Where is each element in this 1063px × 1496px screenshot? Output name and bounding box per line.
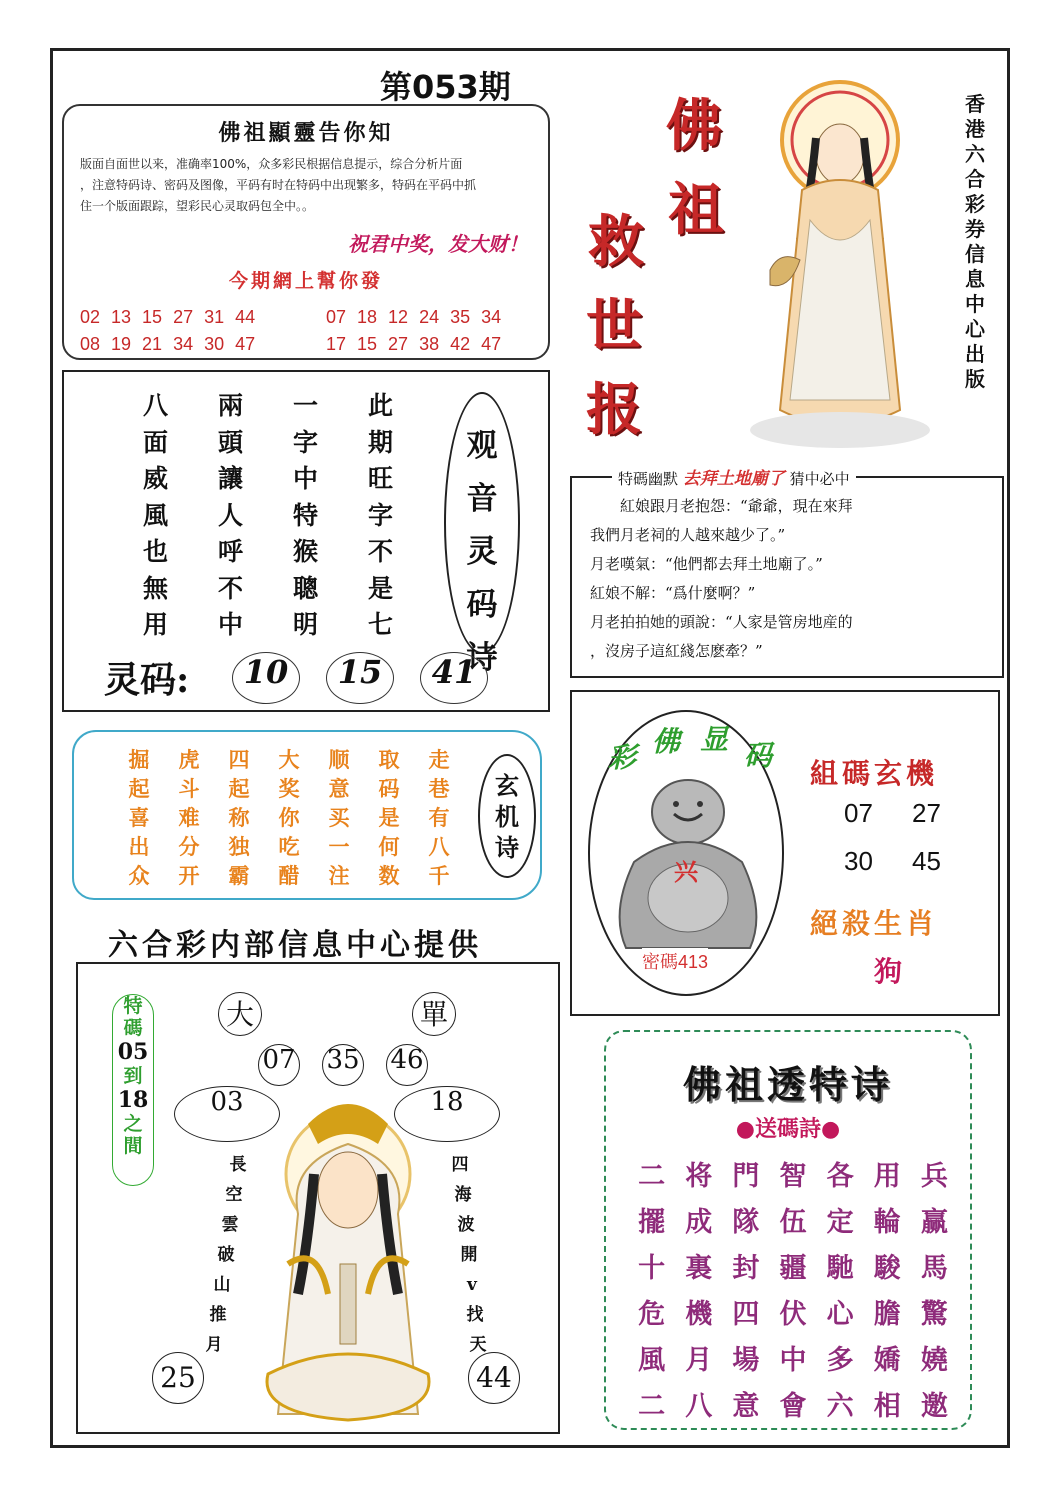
poem-char: 取 — [378, 747, 400, 772]
publisher-char: 出 — [965, 342, 985, 366]
verse-char: 月 — [205, 1335, 223, 1355]
poem-char: 中 — [779, 1345, 807, 1376]
poem-char: 人 — [217, 500, 243, 530]
poem-char: 掘 — [128, 747, 150, 772]
guanyin-poem-grid — [118, 386, 418, 639]
tema-range — [112, 994, 154, 1186]
poem-char: 旺 — [367, 464, 393, 493]
poem-char: 用 — [873, 1161, 901, 1192]
poem-char: 封 — [732, 1253, 760, 1284]
poem-char: 字 — [292, 427, 318, 457]
verse-char: 開 — [460, 1245, 478, 1265]
poem-char: 驚 — [920, 1299, 948, 1330]
notice-title: 佛祖顯靈告你知 — [218, 120, 394, 146]
publisher-char: 息 — [965, 267, 985, 291]
numbers-left — [80, 304, 255, 358]
joke-tag-left: 特碼幽默 — [618, 470, 679, 488]
poem-char: 馳 — [826, 1253, 854, 1284]
poem-char: 嬈 — [920, 1345, 948, 1376]
xuanji-poem-grid — [114, 744, 464, 889]
poem-char: 四 — [732, 1299, 760, 1330]
buddha-title-char: 码 — [744, 739, 773, 772]
buddha-box — [570, 690, 1000, 1016]
fozu-poem-title: 佛祖透特诗 — [682, 1062, 893, 1107]
poem-char: 八 — [428, 834, 450, 859]
poem-char: 一 — [328, 834, 350, 859]
poem-char: 用 — [142, 610, 168, 639]
verse-char: 四 — [451, 1155, 469, 1175]
buddha-figure-image — [740, 60, 950, 460]
poem-char: 数 — [378, 863, 400, 888]
poem-char: 期 — [367, 427, 393, 457]
poem-char: 霸 — [228, 863, 250, 888]
title-char: 灵 — [466, 534, 498, 570]
poem-char: 也 — [142, 537, 168, 566]
poem-char: 成 — [685, 1207, 713, 1238]
buddha-title-char: 显 — [700, 723, 729, 756]
poem-char: 擺 — [638, 1207, 666, 1238]
verse-char: 推 — [209, 1305, 227, 1325]
top-number: 07 — [258, 1044, 300, 1086]
verse-char: v — [467, 1275, 477, 1295]
poem-char: 四 — [228, 747, 250, 772]
publisher-char: 彩 — [965, 192, 985, 216]
poem-char: 明 — [292, 610, 318, 639]
provider-text: 六合彩内部信息中心提供 — [108, 928, 482, 963]
odd-badge: 單 — [412, 992, 456, 1036]
poem-char: 意 — [328, 776, 350, 801]
poem-char: 一 — [292, 391, 318, 420]
title-char: 观 — [466, 428, 498, 464]
lingma-number: 15 — [326, 652, 394, 704]
poem-char: 呼 — [217, 537, 243, 566]
title-char: 诗 — [495, 833, 519, 862]
poem-char: 六 — [826, 1391, 854, 1422]
wish-text: 祝君中奖，发大财！ — [348, 232, 528, 256]
poem-char: 猴 — [292, 537, 318, 566]
poem-char: 称 — [228, 805, 250, 830]
poem-char: 分 — [178, 834, 200, 859]
poem-char: 心 — [826, 1299, 854, 1330]
number-row: 17 15 27 38 42 47 — [326, 334, 502, 354]
poem-char: 七 — [367, 610, 393, 639]
poem-char: 嬌 — [873, 1345, 901, 1376]
joke-line: ，沒房子這紅綫怎麽牽？” — [590, 642, 763, 660]
verse-char: 海 — [454, 1185, 472, 1205]
publisher-char: 六 — [965, 142, 985, 166]
publisher-char: 心 — [965, 317, 985, 341]
tema-label: 碼 — [123, 1017, 143, 1039]
publisher-char: 港 — [965, 117, 985, 141]
buddha-title-char: 佛 — [652, 725, 681, 758]
poem-char: 中 — [292, 464, 318, 493]
poem-char: 二 — [638, 1161, 666, 1192]
poem-char: 起 — [128, 776, 150, 801]
xuanji-title-oval — [478, 754, 536, 878]
fozu-poem-subtitle: ●送碼詩● — [735, 1116, 841, 1142]
poem-char: 是 — [367, 573, 393, 603]
poem-char: 八 — [142, 391, 168, 420]
notice-body — [80, 154, 536, 217]
publisher-vertical — [960, 92, 990, 392]
poem-char: 不 — [367, 537, 393, 566]
poem-char: 各 — [826, 1161, 854, 1192]
tema-from: 05 — [117, 1039, 149, 1065]
poem-char: 千 — [428, 863, 450, 888]
tema-to: 18 — [117, 1087, 149, 1113]
joke-line: 月老嘆氣：“他們都去拜土地廟了。” — [590, 555, 823, 573]
poem-char: 众 — [128, 863, 150, 888]
masthead-char: 报 — [586, 377, 642, 443]
notice-box — [62, 104, 550, 360]
poem-char: 裏 — [685, 1253, 713, 1284]
verse-char: 空 — [225, 1185, 243, 1205]
poem-char: 膽 — [873, 1299, 901, 1330]
poem-char: 面 — [142, 427, 168, 457]
poem-char: 你 — [278, 805, 300, 830]
verse-char: 找 — [466, 1305, 484, 1325]
poem-char: 买 — [328, 805, 350, 830]
masthead-char: 佛 — [666, 93, 722, 159]
joke-line: 月老拍拍她的頭說：“人家是管房地産的 — [590, 613, 853, 631]
verse-char: 長 — [229, 1155, 247, 1175]
poem-char: 注 — [328, 863, 350, 888]
verse-char: 雲 — [221, 1215, 239, 1235]
number-row: 07 18 12 24 35 34 — [326, 307, 502, 327]
publisher-char: 信 — [965, 242, 985, 266]
poem-char: 不 — [217, 573, 243, 603]
joke-line: 紅娘跟月老抱怨：“爺爺，現在來拜 — [590, 497, 853, 515]
poem-char: 意 — [732, 1391, 760, 1422]
joke-tag-right: 猜中必中 — [789, 470, 850, 488]
poem-char: 斗 — [178, 776, 200, 801]
juesha-title: 絕殺生肖 — [810, 907, 939, 940]
publisher-char: 中 — [965, 292, 985, 316]
top-number: 46 — [386, 1044, 428, 1086]
notice-line: 版面自面世以来，准确率100%，众多彩民根据信息提示，综合分析片面 — [80, 157, 463, 171]
verse-char: 破 — [217, 1245, 235, 1265]
number-row: 02 13 15 27 31 44 — [80, 307, 256, 327]
joke-tag — [612, 464, 856, 489]
poem-char: 巷 — [428, 776, 450, 801]
title-char: 诗 — [466, 640, 498, 676]
poem-char: 吃 — [278, 834, 300, 859]
poem-char: 多 — [826, 1345, 854, 1376]
verse-char: 波 — [457, 1215, 475, 1235]
xuanji-poem-box — [72, 730, 542, 900]
figure-box — [76, 962, 560, 1434]
poem-char: 輪 — [873, 1207, 901, 1238]
poem-char: 相 — [873, 1391, 901, 1422]
notice-line: 住一个版面跟踪，望彩民心灵取码包全中。。 — [80, 199, 315, 213]
zuma-number: 27 — [912, 798, 941, 828]
numbers-right — [326, 304, 501, 358]
joke-box — [570, 469, 1004, 678]
poem-char: 疆 — [779, 1253, 807, 1284]
bottom-left-number: 25 — [152, 1352, 204, 1404]
title-char: 机 — [495, 802, 519, 831]
poem-char: 特 — [292, 500, 318, 530]
masthead-char: 祖 — [668, 177, 724, 243]
poem-char: 無 — [142, 573, 168, 603]
guanyin-poem-title — [446, 420, 518, 685]
lingma-number: 10 — [232, 652, 300, 704]
zuma-title: 組碼玄機 — [810, 757, 939, 790]
joke-line: 我們月老祠的人越來越少了。” — [590, 526, 786, 544]
right-oval-number: 18 — [394, 1086, 500, 1142]
poem-char: 兵 — [920, 1161, 948, 1192]
poem-char: 風 — [638, 1345, 666, 1376]
poem-char: 駿 — [873, 1253, 901, 1284]
poem-char: 威 — [142, 464, 168, 493]
poem-char: 兩 — [217, 391, 243, 420]
big-badge: 大 — [218, 992, 262, 1036]
poem-char: 門 — [732, 1161, 760, 1192]
poem-char: 十 — [638, 1253, 666, 1284]
poem-char: 會 — [779, 1391, 807, 1422]
juesha-zodiac: 狗 — [874, 955, 903, 988]
buddha-title-char: 彩 — [608, 741, 637, 774]
poem-char: 中 — [217, 610, 243, 639]
poem-char: 是 — [378, 805, 400, 830]
joke-body — [590, 492, 1000, 666]
poem-char: 伏 — [779, 1299, 807, 1330]
poem-char: 有 — [428, 805, 450, 830]
top-number: 35 — [322, 1044, 364, 1086]
poem-char: 伍 — [779, 1207, 807, 1238]
poem-char: 将 — [685, 1161, 713, 1192]
number-row: 08 19 21 34 30 47 — [80, 334, 256, 354]
verse-char: 山 — [213, 1275, 231, 1295]
poem-char: 起 — [228, 776, 250, 801]
poem-char: 月 — [685, 1345, 713, 1376]
guanyin-poem-title-oval — [444, 392, 520, 676]
poem-char: 字 — [367, 500, 393, 530]
guanyin-figure-image — [228, 1094, 468, 1424]
poem-char: 場 — [732, 1345, 760, 1376]
poem-char: 危 — [638, 1299, 666, 1330]
title-char: 码 — [466, 587, 498, 623]
buddha-title — [608, 714, 778, 774]
poem-char: 邀 — [920, 1391, 948, 1422]
tema-label: 特 — [123, 995, 143, 1017]
tema-end: 之 — [123, 1113, 143, 1135]
poem-char: 开 — [178, 863, 200, 888]
publisher-char: 合 — [965, 167, 985, 191]
joke-title: 去拜土地廟了 — [682, 469, 785, 489]
mima-text: 密碼413 — [642, 948, 708, 974]
poem-char: 难 — [178, 805, 200, 830]
poem-char: 聰 — [292, 573, 318, 603]
web-title: 今期網上幫你發 — [228, 270, 383, 292]
masthead-char: 世 — [586, 293, 642, 359]
fozu-poem-grid — [628, 1154, 958, 1430]
lingma-number: 41 — [420, 652, 488, 704]
zuma-number: 45 — [912, 846, 941, 876]
poem-char: 走 — [428, 747, 450, 772]
xuanji-title — [480, 770, 534, 863]
poem-char: 喜 — [128, 805, 150, 830]
poem-char: 虎 — [178, 747, 200, 772]
poem-char: 讓 — [217, 464, 243, 493]
zuma-number: 30 — [844, 846, 873, 876]
publisher-char: 版 — [965, 367, 985, 391]
guanyin-poem-box — [62, 370, 550, 712]
poem-char: 風 — [142, 500, 168, 530]
notice-line: ，注意特码诗、密码及图像，平码有时在特码中出现繁多，特码在平码中抓 — [80, 178, 477, 192]
bottom-right-number: 44 — [468, 1352, 520, 1404]
poem-char: 頭 — [217, 427, 243, 457]
poem-char: 独 — [228, 834, 250, 859]
tema-to-word: 到 — [123, 1065, 143, 1087]
poem-char: 醋 — [278, 863, 300, 888]
poem-char: 定 — [826, 1207, 854, 1238]
poem-char: 隊 — [732, 1207, 760, 1238]
poem-char: 機 — [685, 1299, 713, 1330]
poem-char: 出 — [128, 834, 150, 859]
issue-number: 第053期 — [380, 68, 511, 106]
joke-line: 紅娘不解：“爲什麼啊？” — [590, 584, 756, 602]
poem-char: 顺 — [328, 747, 350, 772]
publisher-char: 券 — [965, 217, 985, 241]
poem-char: 八 — [685, 1391, 713, 1422]
masthead-char: 救 — [588, 209, 644, 275]
poem-char: 智 — [779, 1161, 807, 1192]
zuma-number: 07 — [844, 798, 873, 828]
verse-char: 天 — [469, 1335, 487, 1355]
tema-end: 間 — [123, 1135, 143, 1157]
poem-char: 此 — [367, 391, 393, 420]
poem-char: 大 — [278, 747, 300, 772]
publisher-char: 香 — [965, 92, 985, 116]
left-oval-number: 03 — [174, 1086, 280, 1142]
title-char: 玄 — [495, 771, 519, 800]
poem-char: 奖 — [278, 776, 300, 801]
poem-char: 何 — [378, 834, 400, 859]
title-char: 音 — [466, 481, 498, 517]
poem-char: 赢 — [920, 1207, 948, 1238]
lingma-label: 灵码: — [104, 659, 190, 701]
poem-char: 码 — [378, 776, 400, 801]
poem-char: 馬 — [920, 1253, 948, 1284]
poem-char: 二 — [638, 1391, 666, 1422]
fozu-poem-box — [604, 1030, 972, 1430]
buddha-seal: 兴 — [674, 857, 698, 886]
